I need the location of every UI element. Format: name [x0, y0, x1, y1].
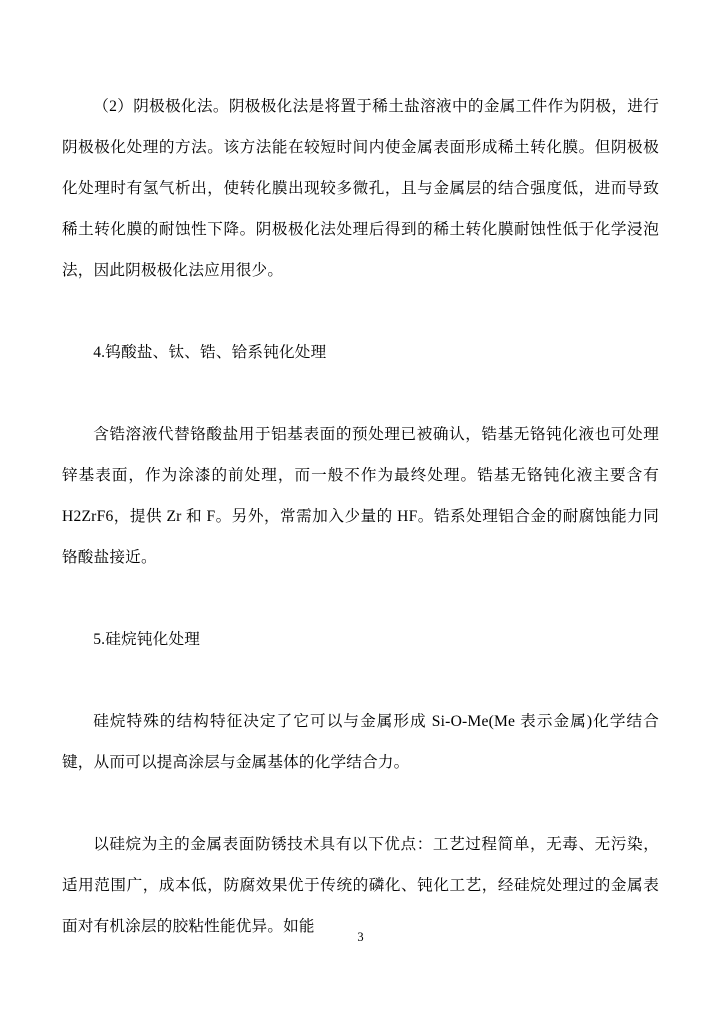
paragraph-silane-advantages: 以硅烷为主的金属表面防锈技术具有以下优点：工艺过程简单，无毒、无污染，适用范围广，成本低，防腐效果优于传统的磷化、钝化工艺，经硅烷处理过的金属表面对有机涂层的胶粘性能优异。如能: [62, 836, 659, 935]
paragraph-spacer: [62, 291, 659, 332]
paragraph-spacer: [62, 373, 659, 414]
paragraph-cathodic-polarization: （2）阴极极化法。阴极极化法是将置于稀土盐溶液中的金属工件作为阴极，进行阴极极化处理的方法。该方法能在较短时间内使金属表面形成稀土转化膜。但阴极极化处理时有氢气析出，使转化膜出现较多微孔，且与金属层的结合强度低，进而导致稀土转化膜的耐蚀性下降。阴极极化法处理后得到的稀土转化膜耐蚀性低于化学浸泡法，因此阴极极化法应用很少。: [62, 98, 659, 279]
paragraph-zirconium-passivation: 含锆溶液代替铬酸盐用于铝基表面的预处理已被确认，锆基无铬钝化液也可处理锌基表面，作为涂漆的前处理，而一般不作为最终处理。锆基无铬钝化液主要含有 H2ZrF6，提供 Zr 和 F。另外，常需加入少量的 HF。锆系处理铝合金的耐腐蚀能力同铬酸盐接近。: [62, 426, 659, 566]
heading-silane-passivation: 5.硅烷钝化处理: [93, 631, 201, 648]
paragraph-spacer: [62, 783, 659, 824]
paragraph-spacer: [62, 660, 659, 701]
paragraph-spacer: [62, 578, 659, 619]
document-body: [62, 86, 659, 947]
heading-tungstate-titanium-zirconium-hafnium: 4.钨酸盐、钛、锆、铪系钝化处理: [93, 344, 327, 361]
page-number: 3: [357, 930, 364, 944]
paragraph-silane-structure: 硅烷特殊的结构特征决定了它可以与金属形成 Si-O-Me(Me 表示金属)化学结合键，从而可以提高涂层与金属基体的化学结合力。: [62, 713, 659, 771]
